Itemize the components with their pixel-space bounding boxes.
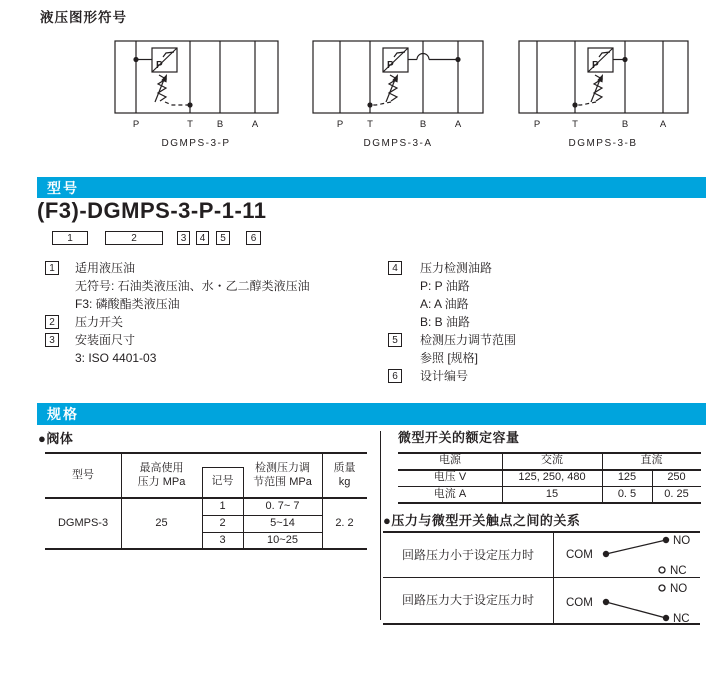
valve-body-title: ●阀体 [38, 431, 74, 446]
junction-dot [572, 102, 577, 107]
note-text: 参照 [规格] [420, 351, 479, 365]
note-marker-4: 4 [388, 261, 402, 275]
cell-max-pressure-value: 25 [155, 516, 168, 529]
gauge-letter: P [592, 60, 599, 71]
gauge-letter: P [387, 60, 394, 71]
col-header-line: 质量 [333, 461, 356, 474]
col-header-symbol: 记号 [211, 475, 234, 488]
drain-line [577, 102, 596, 105]
no-label: NO [673, 535, 691, 547]
junction-dot [455, 57, 460, 62]
section-header-spec-label: 规格 [47, 406, 79, 422]
section-header-spec [37, 403, 706, 425]
port-label-p: P [533, 119, 541, 130]
no-contact-circle-open [659, 585, 665, 591]
junction-dot [187, 102, 192, 107]
col-header-line: 压力 MPa [137, 475, 186, 488]
code-digit-box-5: 5 [216, 231, 230, 245]
note-text: 压力检测油路 [420, 261, 493, 275]
micro-switch-title: 微型开关的额定容量 [398, 430, 520, 445]
nc-label: NC [673, 613, 690, 625]
port-label-b: B [419, 119, 427, 130]
ms-current-label: 电流 A [433, 487, 467, 500]
com-label: COM [566, 597, 593, 609]
note-text: 无符号: 石油类液压油、水・乙二醇类液压油 [75, 279, 310, 293]
table-border [398, 502, 701, 504]
col-header-max-pressure [121, 454, 202, 497]
com-contact-dot [603, 599, 609, 605]
junction-dot [367, 102, 372, 107]
ms-current-ac: 15 [545, 487, 559, 500]
cell-mass-value: 2. 2 [335, 516, 354, 529]
contact-row-label-above: 回路压力大于设定压力时 [401, 593, 534, 607]
col-header-line: 节范围 MPa [253, 475, 312, 488]
valve-symbol-dgmps-3-b [515, 38, 693, 150]
section-header-model-label: 型号 [47, 179, 79, 196]
cell-range-3: 10~25 [267, 533, 298, 546]
note-text: 适用液压油 [75, 261, 136, 275]
symbol-lines [313, 41, 483, 113]
col-header-range [243, 454, 322, 497]
contact-diagram-nc-closed [553, 578, 700, 625]
contact-row-label-below: 回路压力小于设定压力时 [401, 547, 534, 562]
note-marker-5: 5 [388, 333, 402, 347]
note-text: F3: 磷酸酯类液压油 [75, 297, 180, 311]
col-header-line: 最高使用 [139, 461, 184, 474]
drain-line [372, 102, 391, 105]
nc-contact-dot-closed [663, 615, 669, 621]
note-text: 检测压力调节范围 [420, 333, 517, 347]
com-label: COM [566, 549, 593, 561]
code-digit-box-3: 3 [177, 231, 190, 245]
note-marker-1: 1 [45, 261, 59, 275]
port-label-p: P [336, 119, 344, 130]
page-title: 液压图形符号 [40, 10, 127, 25]
port-label-b: B [216, 119, 224, 130]
note-marker-6: 6 [388, 369, 402, 383]
port-label-t: T [572, 119, 578, 130]
col-header-model: 型号 [72, 468, 94, 481]
col-header-mass [322, 454, 367, 497]
code-digit-box-2: 2 [105, 231, 163, 245]
no-contact-dot-closed [663, 537, 669, 543]
cell-symbol-2: 2 [219, 517, 226, 530]
section-header-model [37, 177, 706, 198]
note-text: 3: ISO 4401-03 [75, 351, 157, 365]
code-digit-box-1: 1 [52, 231, 88, 245]
contact-diagram-no-closed [553, 531, 700, 577]
cell-symbol-1: 1 [219, 500, 226, 513]
contacts-title: ●压力与微型开关触点之间的关系 [383, 513, 581, 528]
junction-dot [133, 57, 138, 62]
drain-line [165, 102, 188, 105]
port-label-b: B [621, 119, 629, 130]
note-text: 压力开关 [75, 315, 124, 329]
note-text: P: P 油路 [420, 279, 470, 293]
note-text: 设计编号 [420, 369, 469, 383]
valve-symbol-dgmps-3-p [108, 38, 286, 150]
no-label: NO [670, 583, 688, 595]
port-label-p: P [132, 119, 140, 130]
ms-header-ac: 交流 [541, 454, 563, 467]
cell-symbol-3: 3 [219, 533, 226, 546]
col-header-line: kg [338, 475, 351, 488]
ms-voltage-dc2: 250 [667, 471, 686, 484]
diagram-caption: DGMPS-3-P [161, 138, 231, 149]
cell-range-1: 0. 7~ 7 [265, 500, 300, 513]
table-border [45, 548, 367, 550]
ms-voltage-ac: 125, 250, 480 [518, 471, 586, 484]
com-contact-dot [603, 551, 609, 557]
port-label-t: T [367, 119, 373, 130]
port-label-a: A [454, 119, 462, 130]
model-code: (F3)-DGMPS-3-P-1-11 [37, 198, 267, 223]
note-marker-3: 3 [45, 333, 59, 347]
code-digit-box-6: 6 [246, 231, 261, 245]
note-text: 安装面尺寸 [75, 333, 136, 347]
ms-current-dc2: 0. 25 [664, 487, 689, 500]
note-text: B: B 油路 [420, 315, 471, 329]
port-label-a: A [251, 119, 259, 130]
cell-model-value: DGMPS-3 [57, 516, 109, 529]
valve-symbol-dgmps-3-a [310, 38, 488, 150]
nc-contact-circle-open [659, 567, 665, 573]
symbol-lines [519, 41, 688, 113]
note-marker-2: 2 [45, 315, 59, 329]
junction-dot [622, 57, 627, 62]
diagram-caption: DGMPS-3-B [568, 138, 638, 149]
nc-label: NC [670, 565, 687, 577]
gauge-letter: P [156, 60, 163, 71]
ms-header-dc: 直流 [640, 454, 663, 467]
ms-voltage-label: 电压 V [433, 471, 467, 484]
diagram-caption: DGMPS-3-A [363, 138, 433, 149]
port-label-t: T [187, 119, 193, 130]
column-divider [380, 431, 381, 620]
symbol-lines [115, 41, 278, 113]
ms-voltage-dc1: 125 [617, 471, 637, 484]
col-header-line: 检测压力调 [255, 461, 310, 474]
cell-range-2: 5~14 [270, 517, 295, 530]
ms-current-dc1: 0. 5 [617, 487, 637, 500]
note-text: A: A 油路 [420, 297, 469, 311]
ms-header-power: 电源 [439, 454, 461, 467]
port-label-a: A [659, 119, 667, 130]
code-digit-box-4: 4 [196, 231, 209, 245]
